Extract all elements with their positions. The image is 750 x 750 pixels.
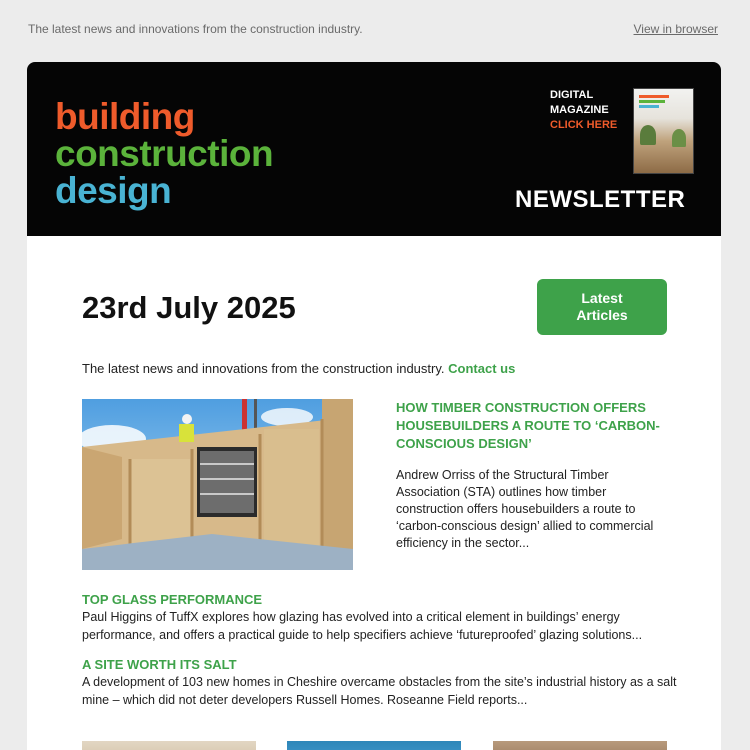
newsletter-label: NEWSLETTER [515, 186, 686, 213]
feature-article-title[interactable]: HOW TIMBER CONSTRUCTION OFFERS HOUSEBUILDERS A ROUTE TO ‘CARBON-CONSCIOUS DESIGN’ [396, 400, 660, 451]
article-thumbnail-3[interactable] [493, 741, 667, 750]
feature-article [396, 399, 671, 552]
click-here-text: CLICK HERE [550, 119, 618, 131]
contact-us-link[interactable]: Contact us [448, 361, 516, 376]
digital-magazine-line2: MAGAZINE [550, 104, 609, 116]
article-thumbnail-2[interactable] [287, 741, 461, 750]
story-item [82, 657, 682, 709]
article-thumbnail-1[interactable] [82, 741, 256, 750]
digital-magazine-line1: DIGITAL [550, 89, 594, 101]
story-summary-glass: Paul Higgins of TuffX explores how glazing has evolved into a critical element in buildings’ energy performance, and offers a practical guide to help specifiers achieve ‘futureproofed’ glazing solutions... [82, 610, 643, 642]
newsletter-card [27, 62, 721, 750]
story-title-salt[interactable]: A SITE WORTH ITS SALT [82, 657, 237, 672]
digital-magazine-link[interactable] [550, 88, 640, 133]
logo-line-construction: construction [55, 133, 274, 174]
view-in-browser-link[interactable]: View in browser [633, 22, 718, 36]
feature-article-summary: Andrew Orriss of the Structural Timber Association (STA) outlines how timber construction offers housebuilders a route to ‘carbon-conscious design’ allied to commercial efficiency in the sector... [396, 468, 654, 550]
story-title-glass[interactable]: TOP GLASS PERFORMANCE [82, 592, 263, 607]
logo-line-building: building [55, 96, 195, 137]
preheader-text: The latest news and innovations from the construction industry. [28, 22, 363, 36]
story-item [82, 592, 682, 644]
preheader [28, 22, 718, 38]
latest-articles-button[interactable]: Latest Articles [537, 279, 667, 335]
header-banner [27, 62, 721, 236]
story-summary-salt: A development of 103 new homes in Cheshire overcame obstacles from the site’s industrial history as a salt mine – which did not deter developers Russell Homes. Roseanne Field reports... [82, 675, 677, 707]
magazine-cover-image[interactable] [633, 88, 694, 174]
intro-text: The latest news and innovations from the construction industry. [82, 361, 445, 376]
logo-line-design: design [55, 170, 172, 211]
feature-article-image[interactable] [82, 399, 353, 570]
site-logo[interactable] [55, 98, 273, 209]
intro-paragraph [82, 361, 515, 376]
timber-frame-photo [82, 399, 353, 570]
issue-date: 23rd July 2025 [82, 290, 296, 325]
